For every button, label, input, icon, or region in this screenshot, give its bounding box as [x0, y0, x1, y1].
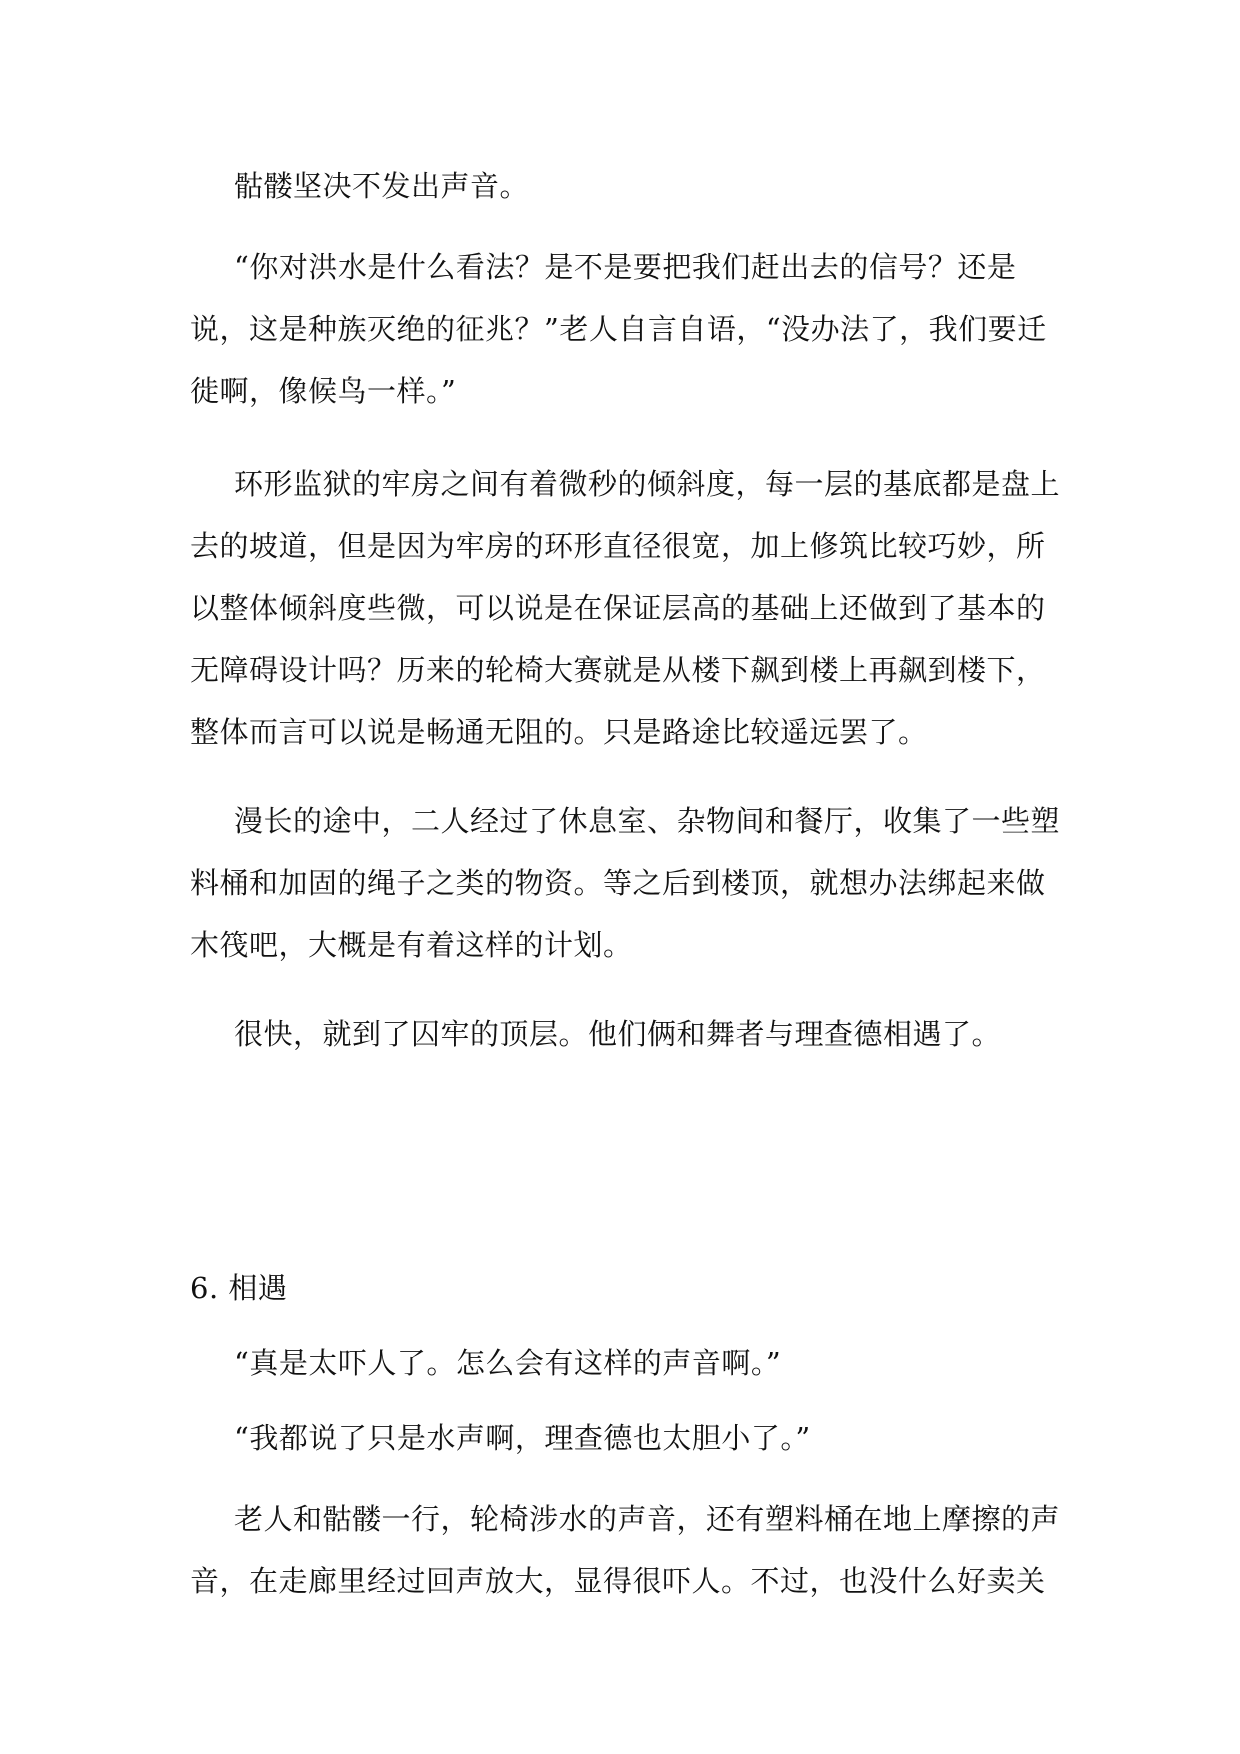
- section-heading-text: 6. 相遇: [190, 1271, 288, 1305]
- paragraph-text: 环形监狱的牢房之间有着微秒的倾斜度，每一层的基底都是盘上去的坡道，但是因为牢房的环形直径很宽，加上修筑比较巧妙，所以整体倾斜度些微，可以说是在保证层高的基础上还做到了基本的无障碍设计吗？历来的轮椅大赛就是从楼下飙到楼上再飙到楼下，整体而言可以说是畅通无阻的。只是路途比较遥远罢了。: [190, 467, 1061, 749]
- paragraph-journey-supplies: [190, 790, 1070, 976]
- section-heading: [190, 1257, 1070, 1319]
- paragraph-text: 很快，就到了囚牢的顶层。他们俩和舞者与理查德相遇了。: [234, 1017, 1002, 1051]
- paragraph-text: 骷髅坚决不发出声音。: [234, 169, 530, 203]
- dialogue-dancer-reply: [190, 1407, 1070, 1469]
- paragraph-skeleton-silent: [190, 155, 1070, 217]
- paragraph-prison-slope: [190, 453, 1070, 763]
- dialogue-text: “我都说了只是水声啊，理查德也太胆小了。”: [234, 1421, 811, 1455]
- paragraph-top-floor: [190, 1003, 1070, 1065]
- paragraph-text: “你对洪水是什么看法？是不是要把我们赶出去的信号？还是说，这是种族灭绝的征兆？”老人自言自语，“没办法了，我们要迁徙啊，像候鸟一样。”: [190, 250, 1047, 408]
- paragraph-old-man-monologue: [190, 236, 1070, 422]
- paragraph-text: 老人和骷髅一行，轮椅涉水的声音，还有塑料桶在地上摩擦的声音，在走廊里经过回声放大，显得很吓人。不过，也没什么好卖关: [190, 1502, 1061, 1598]
- dialogue-text: “真是太吓人了。怎么会有这样的声音啊。”: [234, 1346, 782, 1380]
- paragraph-echo-sounds: [190, 1488, 1070, 1612]
- dialogue-richard-scared: [190, 1332, 1070, 1394]
- paragraph-text: 漫长的途中，二人经过了休息室、杂物间和餐厅，收集了一些塑料桶和加固的绳子之类的物资。等之后到楼顶，就想办法绑起来做木筏吧，大概是有着这样的计划。: [190, 804, 1061, 962]
